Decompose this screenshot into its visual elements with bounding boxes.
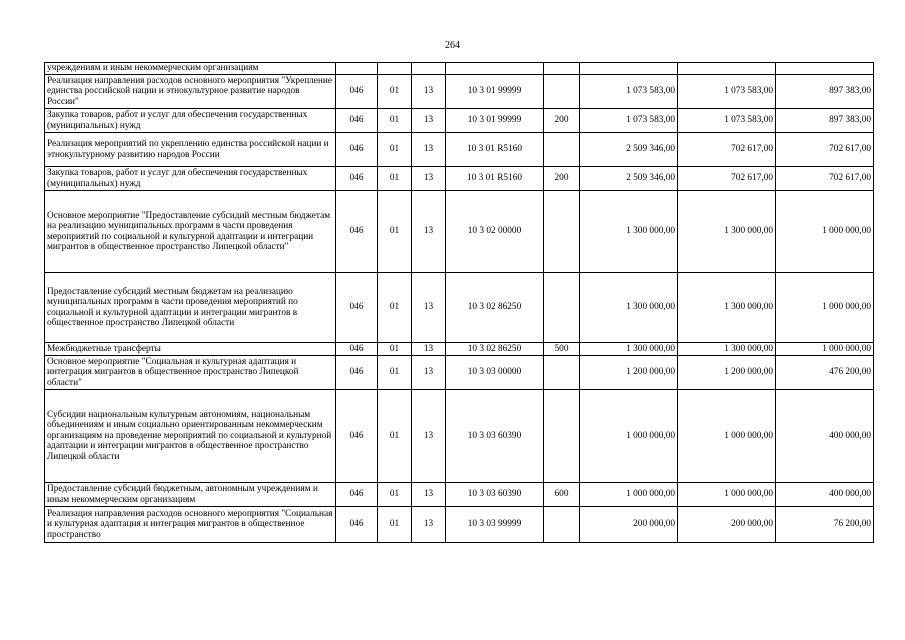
table-cell-subsection: 13 bbox=[412, 167, 446, 191]
table-cell-target-article: 10 3 02 00000 bbox=[446, 191, 544, 273]
table-cell-amount-1: 1 000 000,00 bbox=[580, 390, 678, 483]
table-cell-section: 01 bbox=[378, 507, 412, 543]
table-cell-admin-code: 046 bbox=[336, 343, 378, 356]
table-cell-subsection: 13 bbox=[412, 356, 446, 390]
table-cell-expense-type bbox=[544, 75, 580, 109]
table-cell-expense-type bbox=[544, 507, 580, 543]
table-cell-section bbox=[378, 63, 412, 75]
table-cell-amount-2: 200 000,00 bbox=[678, 507, 776, 543]
table-cell-admin-code: 046 bbox=[336, 507, 378, 543]
table-cell-target-article: 10 3 03 00000 bbox=[446, 356, 544, 390]
table-cell-amount-2: 1 000 000,00 bbox=[678, 390, 776, 483]
table-cell-subsection: 13 bbox=[412, 343, 446, 356]
table-cell-amount-1: 2 509 346,00 bbox=[580, 133, 678, 167]
table-row bbox=[45, 273, 874, 343]
table-row bbox=[45, 191, 874, 273]
table-cell-amount-3: 897 383,00 bbox=[776, 109, 874, 133]
table-cell-amount-2 bbox=[678, 63, 776, 75]
table-cell-target-article: 10 3 01 99999 bbox=[446, 75, 544, 109]
table-cell-expense-type bbox=[544, 356, 580, 390]
table-cell-name: Реализация направления расходов основного мероприятия "Укрепление единства российской нации и этнокультурное развитие народов России" bbox=[45, 75, 336, 109]
table-cell-admin-code: 046 bbox=[336, 390, 378, 483]
table-cell-section: 01 bbox=[378, 191, 412, 273]
table-row bbox=[45, 75, 874, 109]
table-cell-amount-3: 400 000,00 bbox=[776, 483, 874, 507]
table-cell-target-article: 10 3 01 R5160 bbox=[446, 133, 544, 167]
table-cell-amount-3: 476 200,00 bbox=[776, 356, 874, 390]
table-cell-name: Межбюджетные трансферты bbox=[45, 343, 336, 356]
table-row bbox=[45, 507, 874, 543]
table-cell-expense-type bbox=[544, 390, 580, 483]
table-cell-section: 01 bbox=[378, 273, 412, 343]
table-cell-expense-type bbox=[544, 273, 580, 343]
table-cell-section: 01 bbox=[378, 167, 412, 191]
table-cell-admin-code: 046 bbox=[336, 483, 378, 507]
table-cell-subsection: 13 bbox=[412, 109, 446, 133]
table-cell-subsection: 13 bbox=[412, 75, 446, 109]
table-cell-name: Предоставление субсидий местным бюджетам на реализацию муниципальных программ в части проведения мероприятий по социальной и культурной адаптации и интеграции мигрантов в общественное пространство Липецкой области bbox=[45, 273, 336, 343]
table-cell-name: Предоставление субсидий бюджетным, автономным учреждениям и иным некоммерческим организациям bbox=[45, 483, 336, 507]
table-cell-expense-type: 600 bbox=[544, 483, 580, 507]
table-cell-expense-type: 500 bbox=[544, 343, 580, 356]
table-cell-target-article: 10 3 03 60390 bbox=[446, 390, 544, 483]
page-number: 264 bbox=[445, 40, 460, 51]
table-cell-expense-type: 200 bbox=[544, 109, 580, 133]
table-cell-amount-1: 1 200 000,00 bbox=[580, 356, 678, 390]
table-cell-subsection: 13 bbox=[412, 133, 446, 167]
table-cell-expense-type bbox=[544, 63, 580, 75]
table-cell-section: 01 bbox=[378, 75, 412, 109]
table-row bbox=[45, 109, 874, 133]
table-cell-amount-3: 1 000 000,00 bbox=[776, 343, 874, 356]
table-cell-name: Основное мероприятие "Социальная и культурная адаптация и интеграция мигрантов в общественное пространство Липецкой области" bbox=[45, 356, 336, 390]
table-cell-amount-1: 1 300 000,00 bbox=[580, 273, 678, 343]
table-cell-target-article: 10 3 02 86250 bbox=[446, 343, 544, 356]
table-cell-amount-1: 200 000,00 bbox=[580, 507, 678, 543]
budget-table bbox=[44, 62, 874, 543]
table-row bbox=[45, 63, 874, 75]
table-cell-subsection: 13 bbox=[412, 191, 446, 273]
table-cell-amount-2: 702 617,00 bbox=[678, 167, 776, 191]
table-cell-admin-code: 046 bbox=[336, 109, 378, 133]
table-cell-admin-code: 046 bbox=[336, 75, 378, 109]
table-cell-admin-code: 046 bbox=[336, 356, 378, 390]
table-cell-section: 01 bbox=[378, 483, 412, 507]
table-cell-section: 01 bbox=[378, 343, 412, 356]
table-cell-subsection: 13 bbox=[412, 273, 446, 343]
table-cell-subsection: 13 bbox=[412, 507, 446, 543]
table-cell-name: Реализация направления расходов основного мероприятия "Социальная и культурная адаптация и интеграция мигрантов в общественное пространство bbox=[45, 507, 336, 543]
table-cell-amount-2: 1 300 000,00 bbox=[678, 273, 776, 343]
table-cell-target-article: 10 3 03 99999 bbox=[446, 507, 544, 543]
table-cell-amount-2: 1 300 000,00 bbox=[678, 191, 776, 273]
table-cell-target-article bbox=[446, 63, 544, 75]
table-cell-subsection: 13 bbox=[412, 390, 446, 483]
table-cell-amount-3: 1 000 000,00 bbox=[776, 273, 874, 343]
table-cell-target-article: 10 3 01 R5160 bbox=[446, 167, 544, 191]
table-cell-amount-3: 1 000 000,00 bbox=[776, 191, 874, 273]
table-row bbox=[45, 483, 874, 507]
table-cell-amount-1: 1 073 583,00 bbox=[580, 75, 678, 109]
table-cell-section: 01 bbox=[378, 356, 412, 390]
table-cell-expense-type: 200 bbox=[544, 167, 580, 191]
table-cell-amount-2: 1 000 000,00 bbox=[678, 483, 776, 507]
table-cell-target-article: 10 3 01 99999 bbox=[446, 109, 544, 133]
table-cell-target-article: 10 3 02 86250 bbox=[446, 273, 544, 343]
table-row bbox=[45, 390, 874, 483]
table-cell-amount-2: 702 617,00 bbox=[678, 133, 776, 167]
table-cell-section: 01 bbox=[378, 109, 412, 133]
table-cell-amount-3: 897 383,00 bbox=[776, 75, 874, 109]
table-cell-name: Закупка товаров, работ и услуг для обеспечения государственных (муниципальных) нужд bbox=[45, 109, 336, 133]
table-cell-amount-1 bbox=[580, 63, 678, 75]
table-cell-subsection bbox=[412, 63, 446, 75]
table-cell-amount-3: 702 617,00 bbox=[776, 167, 874, 191]
table-cell-amount-3: 400 000,00 bbox=[776, 390, 874, 483]
table-cell-amount-2: 1 073 583,00 bbox=[678, 109, 776, 133]
table-cell-expense-type bbox=[544, 133, 580, 167]
table-cell-amount-3 bbox=[776, 63, 874, 75]
table-cell-section: 01 bbox=[378, 133, 412, 167]
table-cell-admin-code: 046 bbox=[336, 133, 378, 167]
table-cell-name: Реализация мероприятий по укреплению единства российской нации и этнокультурному развитию народов России bbox=[45, 133, 336, 167]
table-cell-amount-1: 1 073 583,00 bbox=[580, 109, 678, 133]
table-cell-expense-type bbox=[544, 191, 580, 273]
table-cell-name: учреждениям и иным некоммерческим организациям bbox=[45, 63, 336, 75]
table-cell-amount-2: 1 073 583,00 bbox=[678, 75, 776, 109]
table-row bbox=[45, 343, 874, 356]
table-row bbox=[45, 133, 874, 167]
table-cell-amount-1: 1 300 000,00 bbox=[580, 343, 678, 356]
table-cell-name: Основное мероприятие "Предоставление субсидий местным бюджетам на реализацию муниципальных программ в части проведения мероприятий по социальной и культурной адаптации и интеграции мигрантов в общественное пространство Липецкой области" bbox=[45, 191, 336, 273]
table-cell-name: Субсидии национальным культурным автономиям, национальным объединениям и иным социально ориентированным некоммерческим организациям на проведение мероприятий по социальной и культурной адаптации и интеграции мигрантов в общественное пространство Липецкой области bbox=[45, 390, 336, 483]
table-cell-subsection: 13 bbox=[412, 483, 446, 507]
table-row bbox=[45, 167, 874, 191]
table-cell-amount-1: 1 000 000,00 bbox=[580, 483, 678, 507]
table-cell-target-article: 10 3 03 60390 bbox=[446, 483, 544, 507]
table-cell-amount-1: 2 509 346,00 bbox=[580, 167, 678, 191]
table-cell-section: 01 bbox=[378, 390, 412, 483]
table-cell-admin-code: 046 bbox=[336, 167, 378, 191]
table-cell-admin-code: 046 bbox=[336, 273, 378, 343]
table-cell-name: Закупка товаров, работ и услуг для обеспечения государственных (муниципальных) нужд bbox=[45, 167, 336, 191]
table-cell-amount-2: 1 300 000,00 bbox=[678, 343, 776, 356]
table-cell-amount-2: 1 200 000,00 bbox=[678, 356, 776, 390]
table-cell-amount-3: 76 200,00 bbox=[776, 507, 874, 543]
table-row bbox=[45, 356, 874, 390]
table-cell-amount-3: 702 617,00 bbox=[776, 133, 874, 167]
table-cell-admin-code: 046 bbox=[336, 191, 378, 273]
table-cell-amount-1: 1 300 000,00 bbox=[580, 191, 678, 273]
table-cell-admin-code bbox=[336, 63, 378, 75]
